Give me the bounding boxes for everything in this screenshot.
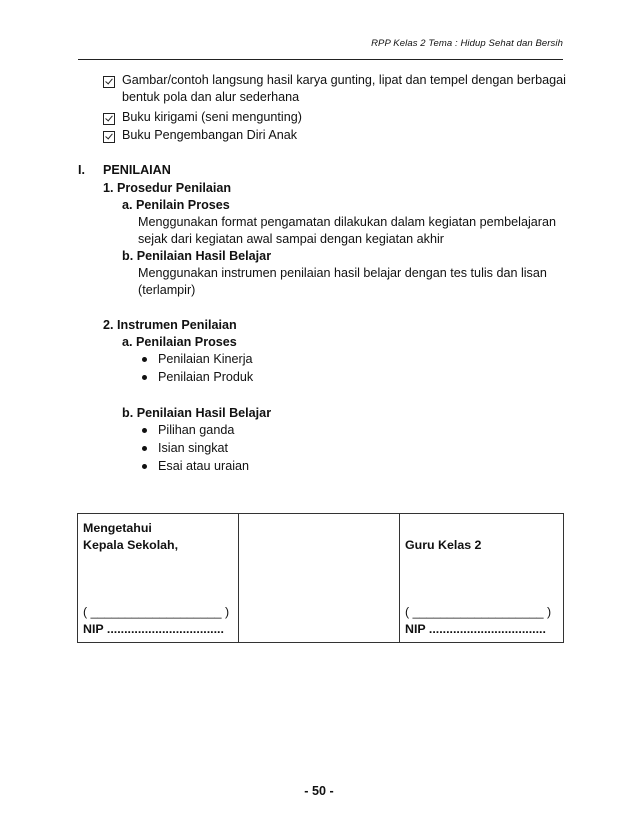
procedure-a-title: a. Penilain Proses xyxy=(122,198,230,212)
signature-cell-right xyxy=(400,514,564,643)
principal-nip: NIP .................................. xyxy=(83,622,224,636)
bullet-icon xyxy=(142,357,147,362)
instrument-b-item-1: Pilihan ganda xyxy=(158,423,235,437)
material-item-3: Buku Pengembangan Diri Anak xyxy=(122,128,298,142)
instrument-a-title: a. Penilaian Proses xyxy=(122,335,237,349)
bullet-icon xyxy=(142,428,147,433)
signature-cell-left xyxy=(78,514,239,643)
instrument-a-item-1: Penilaian Kinerja xyxy=(158,352,253,366)
procedure-title: 1. Prosedur Penilaian xyxy=(103,181,232,195)
material-item-2: Buku kirigami (seni mengunting) xyxy=(122,110,302,124)
teacher-label: Guru Kelas 2 xyxy=(405,538,482,552)
section-numeral: I. xyxy=(78,163,85,177)
checkbox-icon xyxy=(103,113,115,125)
instrument-b-title: b. Penilaian Hasil Belajar xyxy=(122,406,272,420)
signature-table xyxy=(77,513,564,643)
running-header: RPP Kelas 2 Tema : Hidup Sehat dan Bersih xyxy=(371,38,563,49)
bullet-icon xyxy=(142,375,147,380)
instrument-a-item-2: Penilaian Produk xyxy=(158,370,254,384)
page-number: - 50 - xyxy=(304,784,334,798)
principal-label: Kepala Sekolah, xyxy=(83,538,179,552)
checkbox-icon xyxy=(103,131,115,143)
bullet-icon xyxy=(142,464,147,469)
procedure-b-line2: (terlampir) xyxy=(138,283,196,297)
principal-name-blank: ( ___________________ ) xyxy=(83,605,230,619)
header-rule xyxy=(78,59,563,60)
section-title: PENILAIAN xyxy=(103,163,171,177)
instrument-title: 2. Instrumen Penilaian xyxy=(103,318,237,332)
signature-cell-middle xyxy=(239,514,400,643)
teacher-nip: NIP .................................. xyxy=(405,622,546,636)
material-item-1-line2: bentuk pola dan alur sederhana xyxy=(122,90,300,104)
teacher-name-blank: ( ___________________ ) xyxy=(405,605,552,619)
material-item-1-line1: Gambar/contoh langsung hasil karya gunting, lipat dan tempel dengan berbagai xyxy=(122,73,566,87)
bullet-icon xyxy=(142,446,147,451)
procedure-b-line1: Menggunakan instrumen penilaian hasil belajar dengan tes tulis dan lisan xyxy=(138,266,547,280)
procedure-b-title: b. Penilaian Hasil Belajar xyxy=(122,249,272,263)
instrument-b-item-3: Esai atau uraian xyxy=(158,459,250,473)
acknowledge-label: Mengetahui xyxy=(83,521,152,535)
procedure-a-line2: sejak dari kegiatan awal sampai dengan kegiatan akhir xyxy=(138,232,444,246)
checkbox-icon xyxy=(103,76,115,88)
procedure-a-line1: Menggunakan format pengamatan dilakukan dalam kegiatan pembelajaran xyxy=(138,215,556,229)
instrument-b-item-2: Isian singkat xyxy=(158,441,229,455)
